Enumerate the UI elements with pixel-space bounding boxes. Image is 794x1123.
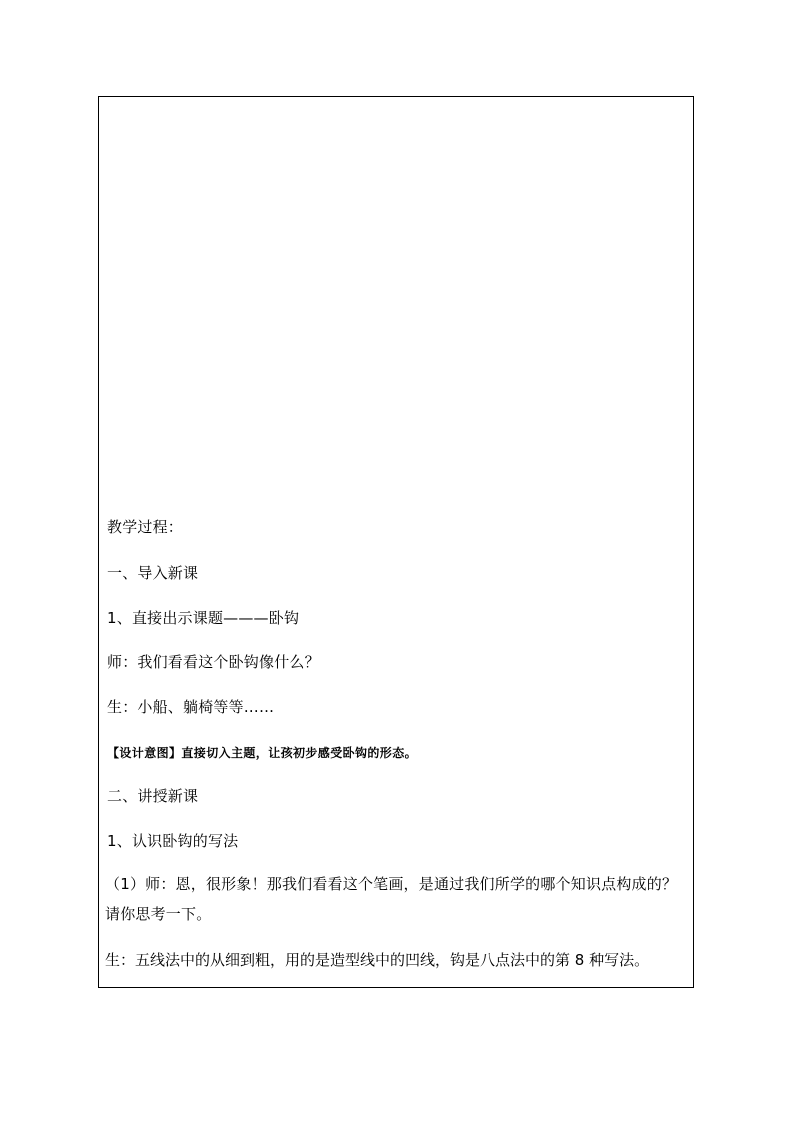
paragraph-step-1: 1、直接出示课题———卧钩	[107, 609, 300, 627]
section-heading-new-lesson: 二、讲授新课	[107, 787, 199, 805]
paragraph-teacher-prompt: （1）师：恩，很形象！那我们看看这个笔画，是通过我们所学的哪个知识点构成的？请你思考一下。	[105, 875, 678, 923]
paragraph-student-explanation: 生：五线法中的从细到粗，用的是造型线中的凹线，钩是八点法中的第 8 种写法。	[105, 951, 650, 969]
paragraph-student-answer: 生：小船、躺椅等等……	[107, 698, 275, 716]
design-intent-note: 【设计意图】直接切入主题，让孩初步感受卧钩的形态。	[107, 746, 418, 760]
section-heading-intro: 一、导入新课	[107, 564, 199, 582]
paragraph-recognize-writing: 1、认识卧钩的写法	[107, 832, 239, 850]
section-heading-teaching-process: 教学过程：	[107, 518, 184, 536]
table-cell-border	[98, 96, 694, 988]
paragraph-teacher-question: 师：我们看看这个卧钩像什么？	[107, 653, 320, 671]
